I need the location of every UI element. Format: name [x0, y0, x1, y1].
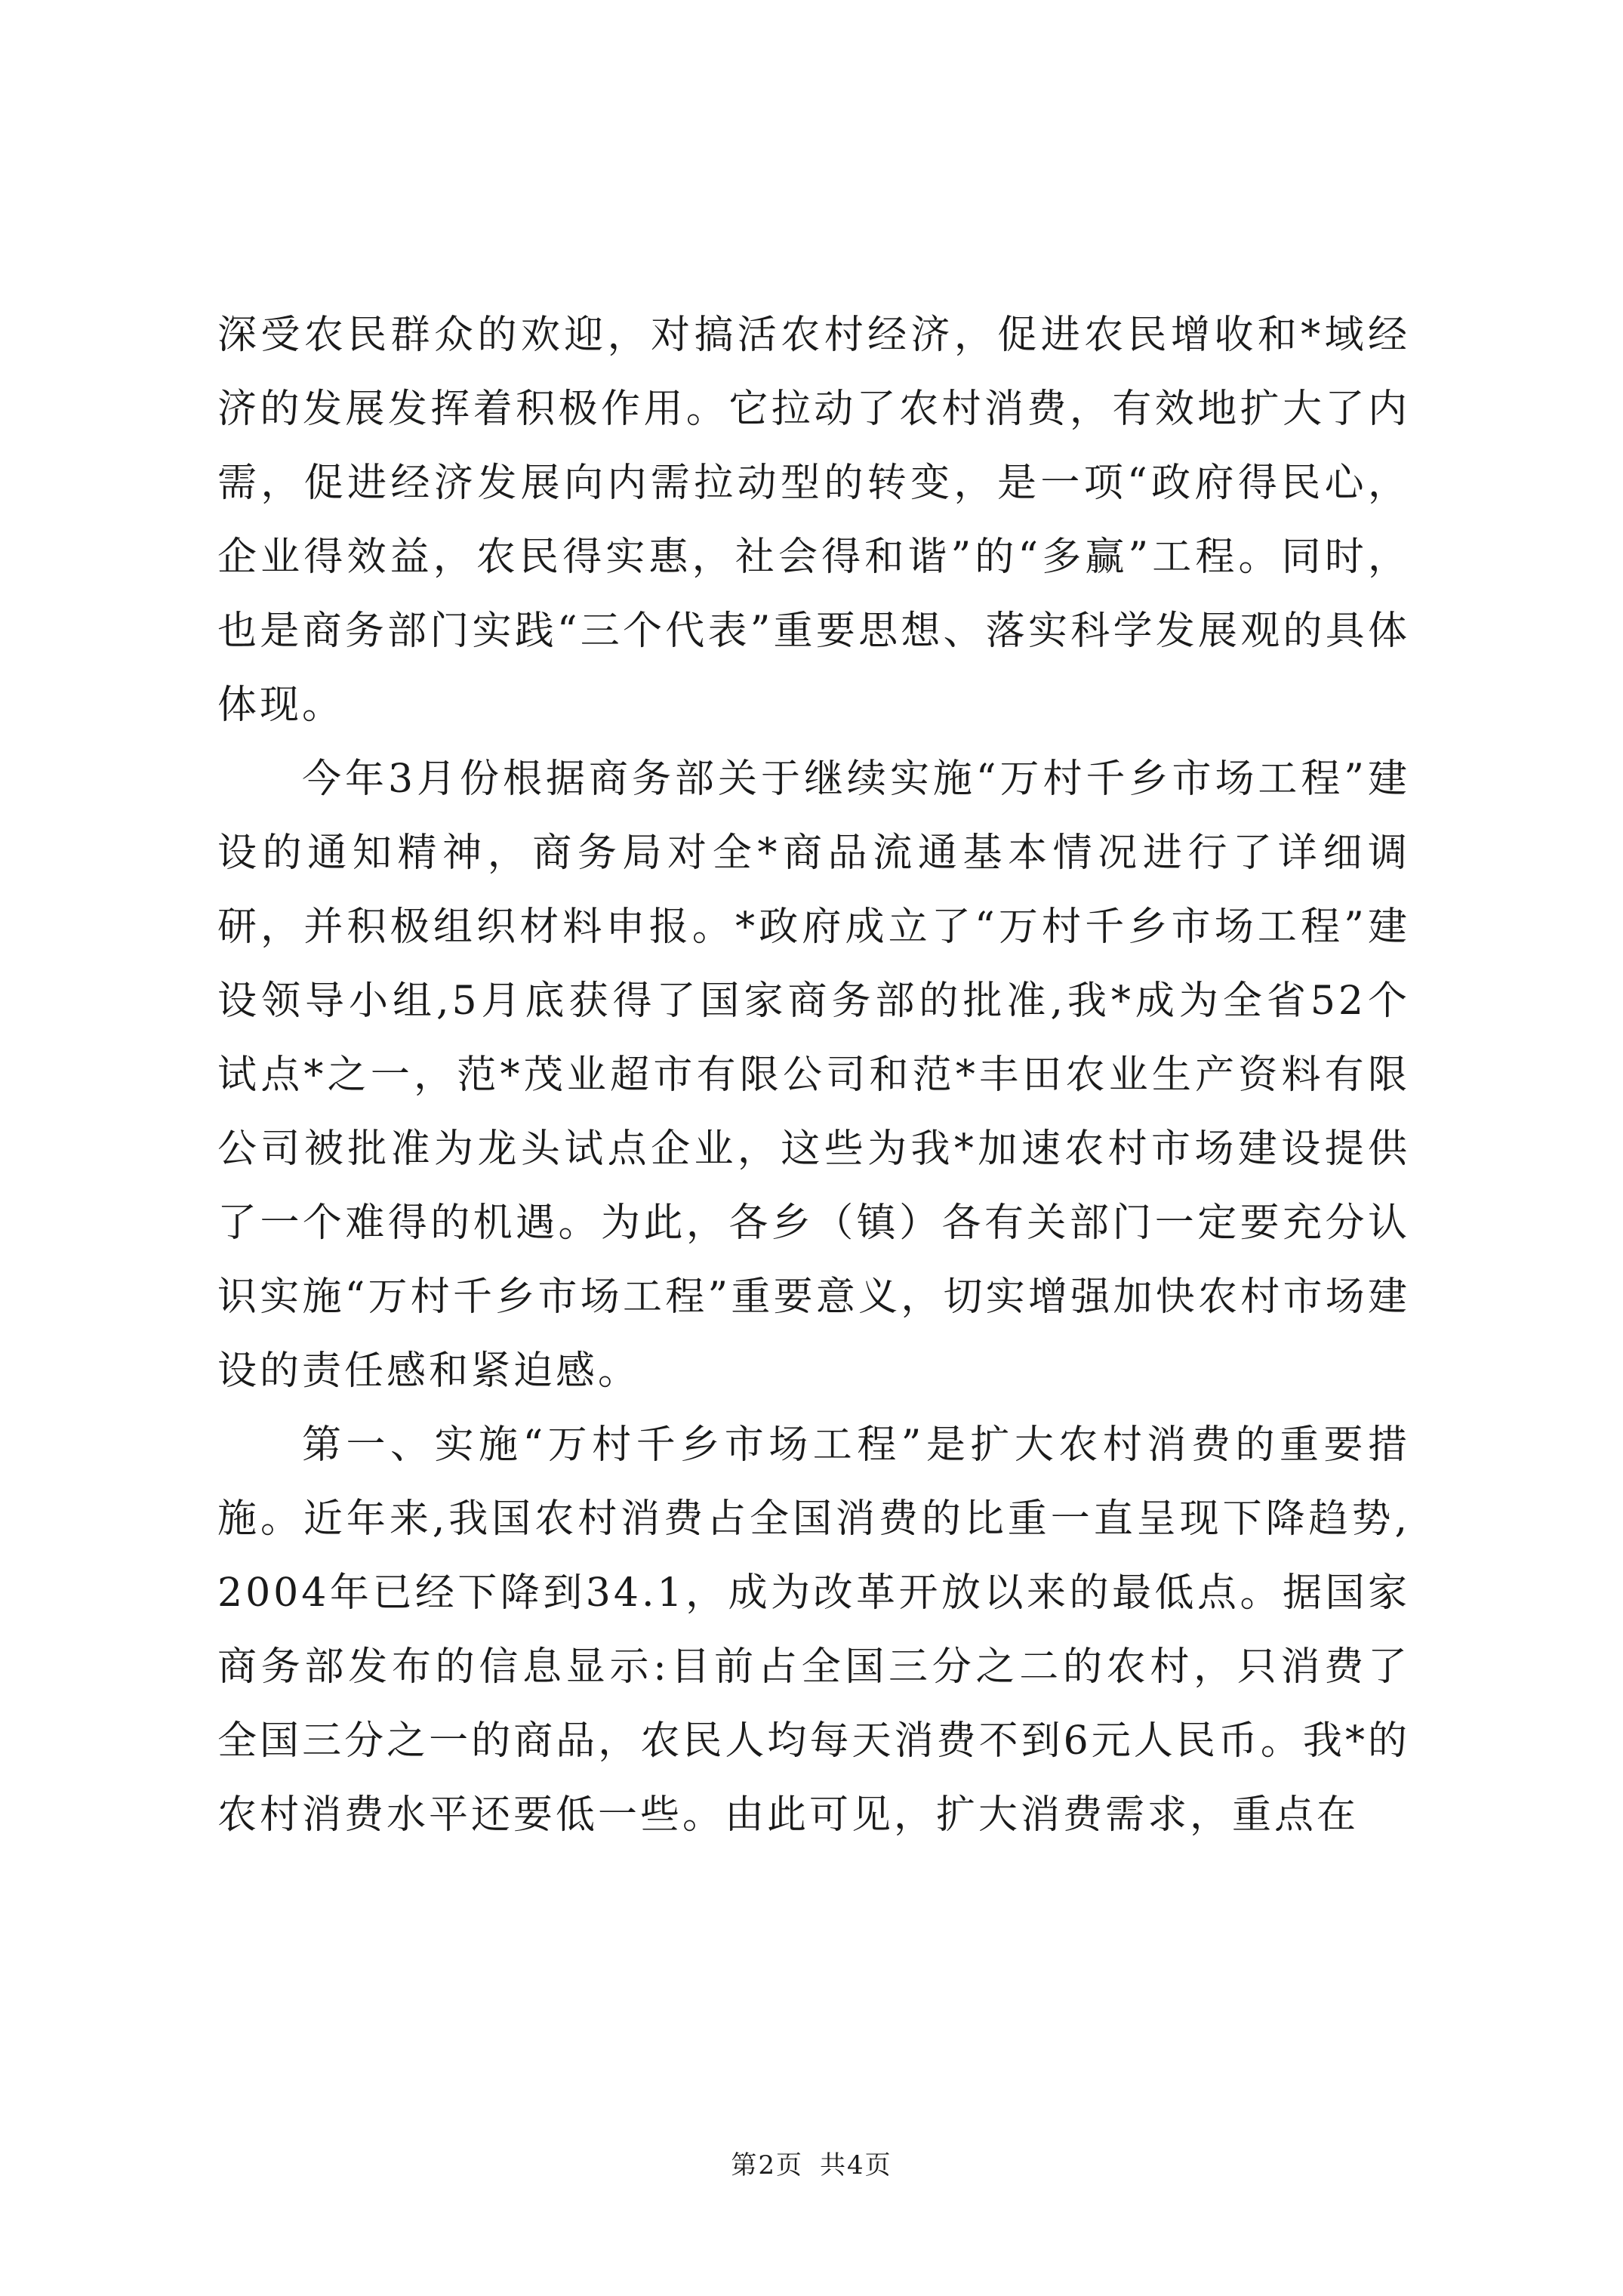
paragraph-1: 深受农民群众的欢迎，对搞活农村经济，促进农民增收和*域经济的发展发挥着积极作用。它拉动了农村消费，有效地扩大了内需，促进经济发展向内需拉动型的转变，是一项“政府得民心，企业得效益，农民得实惠，社会得和谐”的“多赢”工程。同时，也是商务部门实践“三个代表”重要思想、落实科学发展观的具体体现。: [217, 313, 1410, 728]
page-number: 第2页: [731, 2150, 803, 2180]
page-total: 共4页: [820, 2150, 892, 2180]
paragraph-3: 第一、实施“万村千乡市场工程”是扩大农村消费的重要措施。近年来,我国农村消费占全国消费的比重一直呈现下降趋势,2004年已经下降到34.1，成为改革开放以来的最低点。据国家商务部发布的信息显示:目前占全国三分之二的农村，只消费了全国三分之一的商品，农民人均每天消费不到6元人民币。我*的农村消费水平还要低一些。由此可见，扩大消费需求，重点在: [217, 1422, 1410, 1838]
page-footer: [0, 2144, 1623, 2181]
document-body: [217, 298, 1410, 1852]
paragraph-2: 今年3月份根据商务部关于继续实施“万村千乡市场工程”建设的通知精神，商务局对全*商品流通基本情况进行了详细调研，并积极组织材料申报。*政府成立了“万村千乡市场工程”建设领导小组,5月底获得了国家商务部的批准,我*成为全省52个试点*之一，范*茂业超市有限公司和范*丰田农业生产资料有限公司被批准为龙头试点企业，这些为我*加速农村市场建设提供了一个难得的机遇。为此，各乡（镇）各有关部门一定要充分认识实施“万村千乡市场工程”重要意义，切实增强加快农村市场建设的责任感和紧迫感。: [217, 757, 1410, 1394]
